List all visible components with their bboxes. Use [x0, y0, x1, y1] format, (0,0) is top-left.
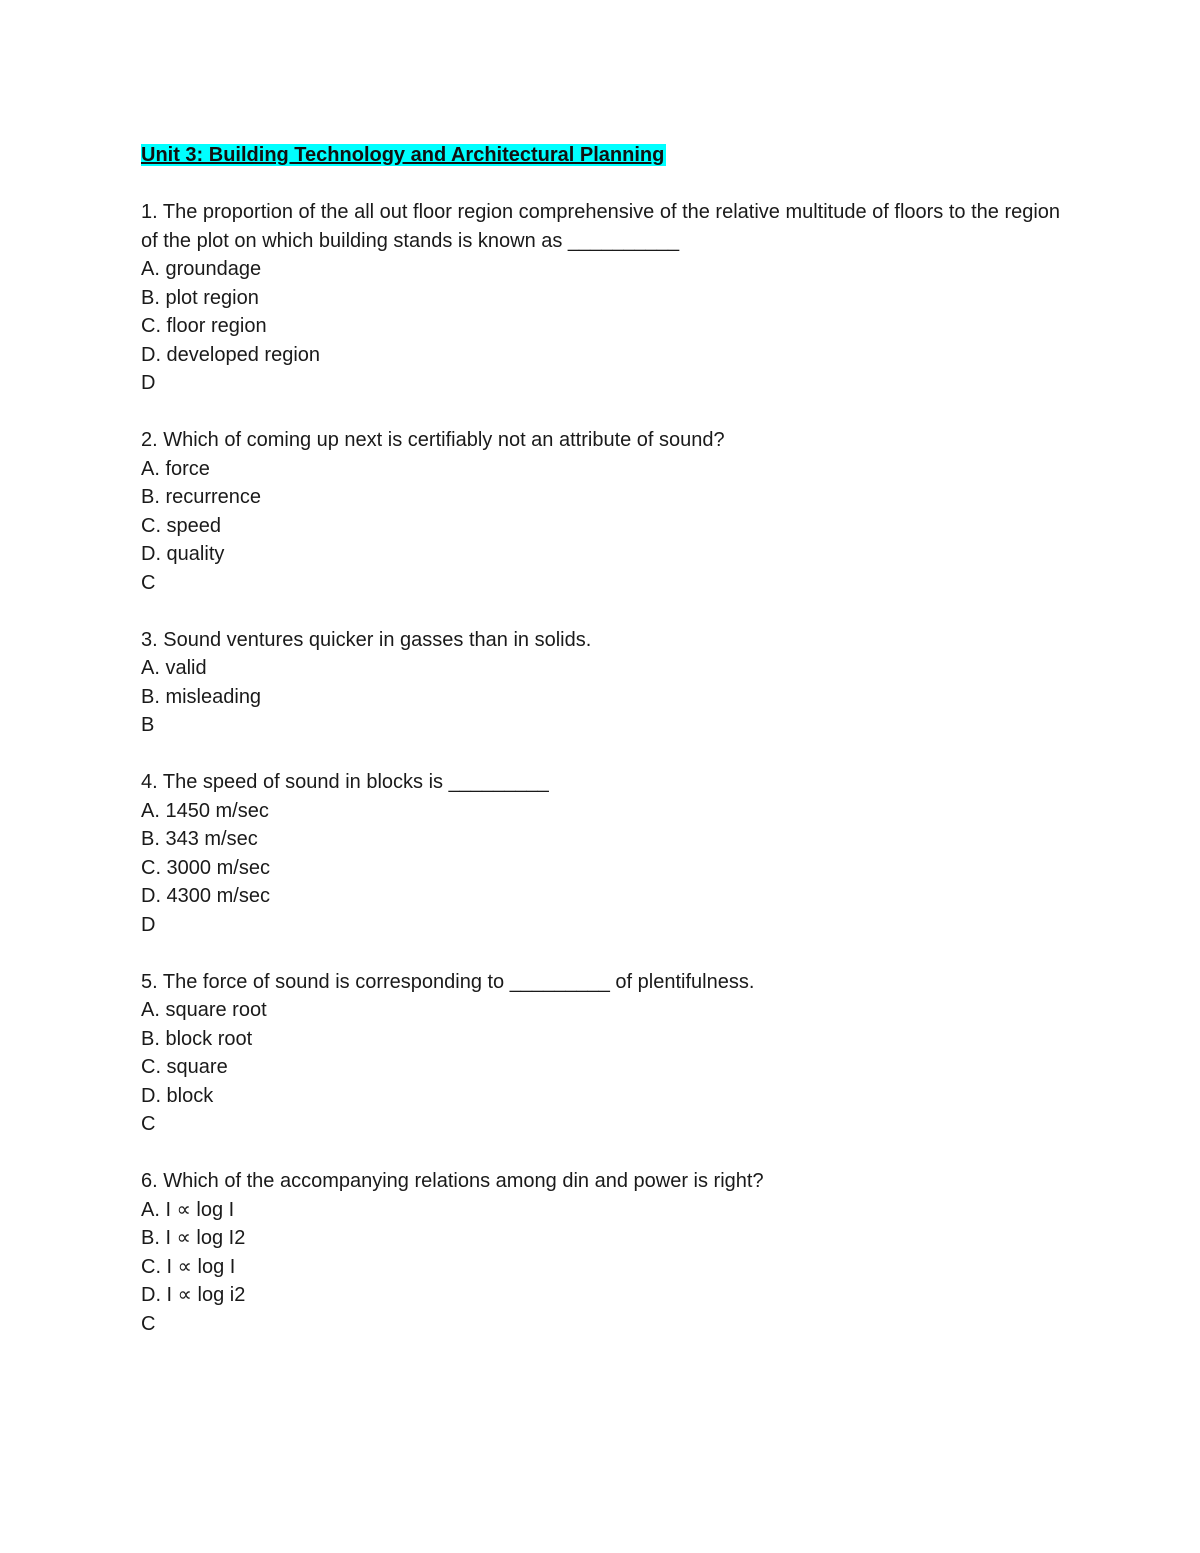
option-b: B. plot region	[141, 286, 259, 309]
option-a: A. valid	[141, 657, 207, 679]
question-1	[141, 198, 1066, 398]
option-b: B. 343 m/sec	[141, 828, 258, 850]
answer: C	[141, 1113, 156, 1135]
question-prompt: 2. Which of coming up next is certifiably not an attribute of sound?	[141, 429, 725, 451]
answer: D	[141, 913, 156, 936]
question-prompt: 4. The speed of sound in blocks is _________	[141, 771, 549, 793]
option-b: B. I ∝ log I2	[141, 1227, 246, 1249]
question-prompt: 1. The proportion of the all out floor region comprehensive of the relative multitude of floors to the region of the plot on which building stands is known as __________	[141, 201, 1066, 252]
unit-title: Unit 3: Building Technology and Architectural Planning	[141, 144, 665, 166]
option-c: C. floor region	[141, 315, 267, 337]
answer: D	[141, 372, 156, 394]
option-c: C. speed	[141, 514, 222, 537]
option-d: D. 4300 m/sec	[141, 885, 270, 907]
option-d: D. I ∝ log i2	[141, 1284, 246, 1306]
answer: C	[141, 571, 156, 594]
option-a: A. I ∝ log I	[141, 1198, 235, 1221]
question-6	[141, 1167, 1061, 1338]
option-b: B. misleading	[141, 685, 262, 708]
option-c: C. I ∝ log I	[141, 1255, 236, 1278]
title-line	[141, 141, 1061, 170]
option-d: D. quality	[141, 543, 225, 565]
question-5	[141, 968, 1061, 1139]
question-4	[141, 768, 1061, 939]
question-2	[141, 426, 1061, 597]
answer: B	[141, 714, 155, 736]
question-3	[141, 626, 1061, 740]
document-page	[141, 141, 1066, 1338]
question-prompt: 6. Which of the accompanying relations among din and power is right?	[141, 1170, 764, 1192]
option-c: C. square	[141, 1056, 228, 1078]
option-a: A. square root	[141, 999, 267, 1021]
question-prompt: 5. The force of sound is corresponding to _________ of plentifulness.	[141, 970, 755, 993]
option-b: B. block root	[141, 1027, 253, 1050]
answer: C	[141, 1312, 156, 1335]
option-c: C. 3000 m/sec	[141, 856, 270, 879]
option-a: A. groundage	[141, 258, 262, 280]
option-d: D. developed region	[141, 343, 321, 366]
option-b: B. recurrence	[141, 486, 262, 508]
option-d: D. block	[141, 1084, 214, 1107]
option-a: A. force	[141, 457, 210, 480]
question-prompt: 3. Sound ventures quicker in gasses than in solids.	[141, 628, 592, 651]
option-a: A. 1450 m/sec	[141, 799, 269, 822]
